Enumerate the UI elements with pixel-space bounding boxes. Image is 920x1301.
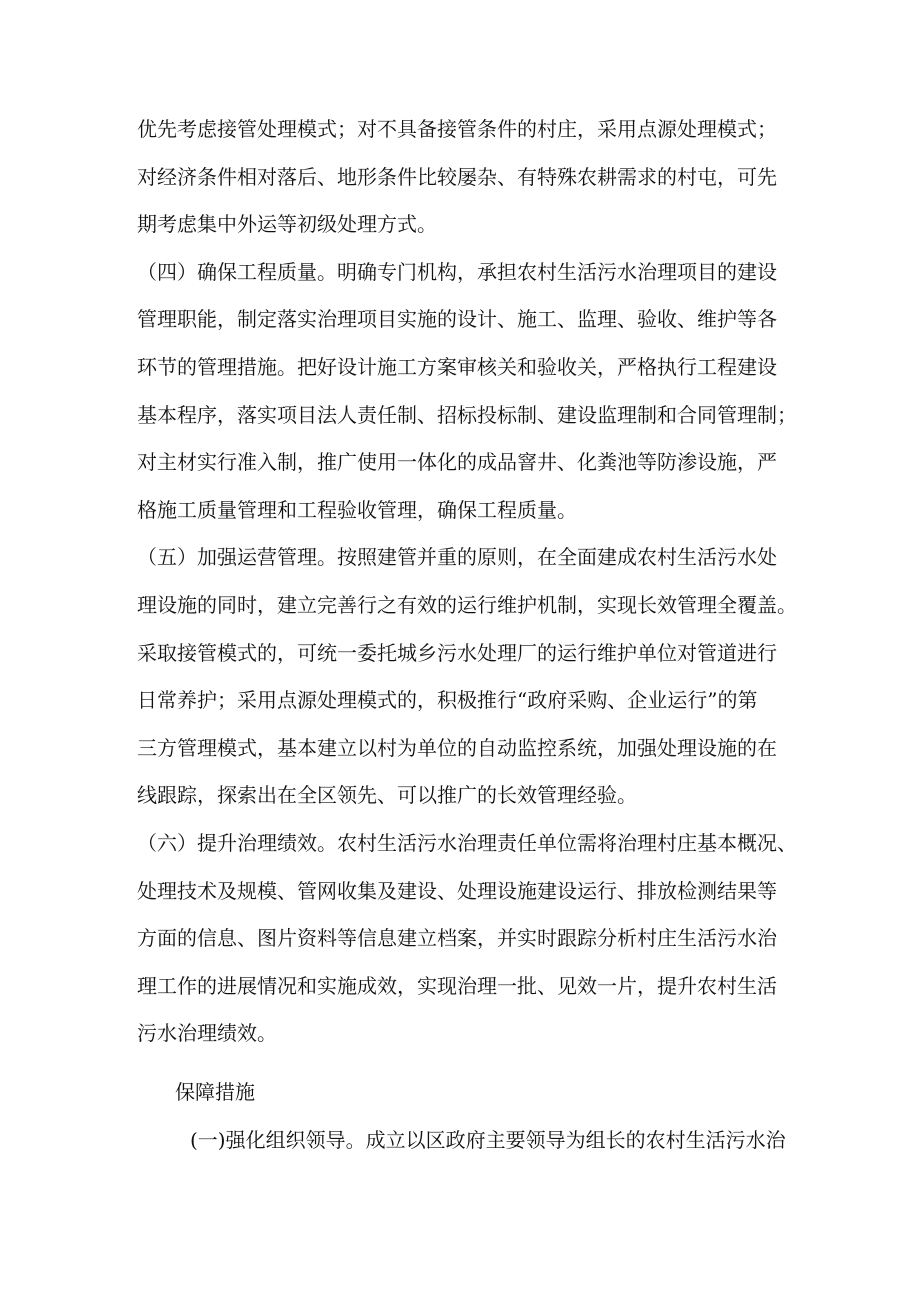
text-line: 环节的管理措施。把好设计施工方案审核关和验收关，严格执行工程建设 xyxy=(137,354,777,379)
text-line: 基本程序，落实项目法人责任制、招标投标制、建设监理制和合同管理制； xyxy=(137,402,797,427)
text-line: 方面的信息、图片资料等信息建立档案，并实时跟踪分析村庄生活污水治 xyxy=(137,926,777,951)
text-line: 期考虑集中外运等初级处理方式。 xyxy=(137,212,437,237)
paragraph-6-start: （六）提升治理绩效。农村生活污水治理责任单位需将治理村庄基本概况、 xyxy=(137,830,797,855)
text-line: 采取接管模式的，可统一委托城乡污水处理厂的运行维护单位对管道进行 xyxy=(137,640,777,665)
text-line: 三方管理模式，基本建立以村为单位的自动监控系统，加强处理设施的在 xyxy=(137,735,777,760)
text-line: 日常养护；采用点源处理模式的，积极推行“政府采购、企业运行”的第 xyxy=(137,688,758,713)
text-line: 处理技术及规模、管网收集及建设、处理设施建设运行、排放检测结果等 xyxy=(137,878,777,903)
paragraph-5-start: （五）加强运营管理。按照建管并重的原则，在全面建成农村生活污水处 xyxy=(137,545,777,570)
section-first-paragraph: (一)强化组织领导。成立以区政府主要领导为组长的农村生活污水治 xyxy=(190,1128,786,1152)
text-line: 线跟踪，探索出在全区领先、可以推广的长效管理经验。 xyxy=(137,783,637,808)
text-line: 对经济条件相对落后、地形条件比较屡杂、有特殊农耕需求的村屯，可先 xyxy=(137,164,777,189)
body-text xyxy=(137,106,797,1058)
text-line: 格施工质量管理和工程验收管理，确保工程质量。 xyxy=(137,497,577,522)
text-line: 污水治理绩效。 xyxy=(137,1021,277,1046)
section-heading: 保障措施 xyxy=(175,1080,255,1104)
text-line: 理工作的进展情况和实施成效，实现治理一批、见效一片，提升农村生活 xyxy=(137,973,777,998)
text-line: 理设施的同时，建立完善行之有效的运行维护机制，实现长效管理全覆盖。 xyxy=(137,592,797,617)
paragraph-4-start: （四）确保工程质量。明确专门机构，承担农村生活污水治理项目的建设 xyxy=(137,259,777,284)
text-line: 优先考虑接管处理模式；对不具备接管条件的村庄，采用点源处理模式； xyxy=(137,117,777,141)
text-line: 管理职能，制定落实治理项目实施的设计、施工、监理、验收、维护等各 xyxy=(137,307,777,332)
text-line: 对主材实行准入制，推广使用一体化的成品窨井、化粪池等防渗设施，严 xyxy=(137,450,777,475)
